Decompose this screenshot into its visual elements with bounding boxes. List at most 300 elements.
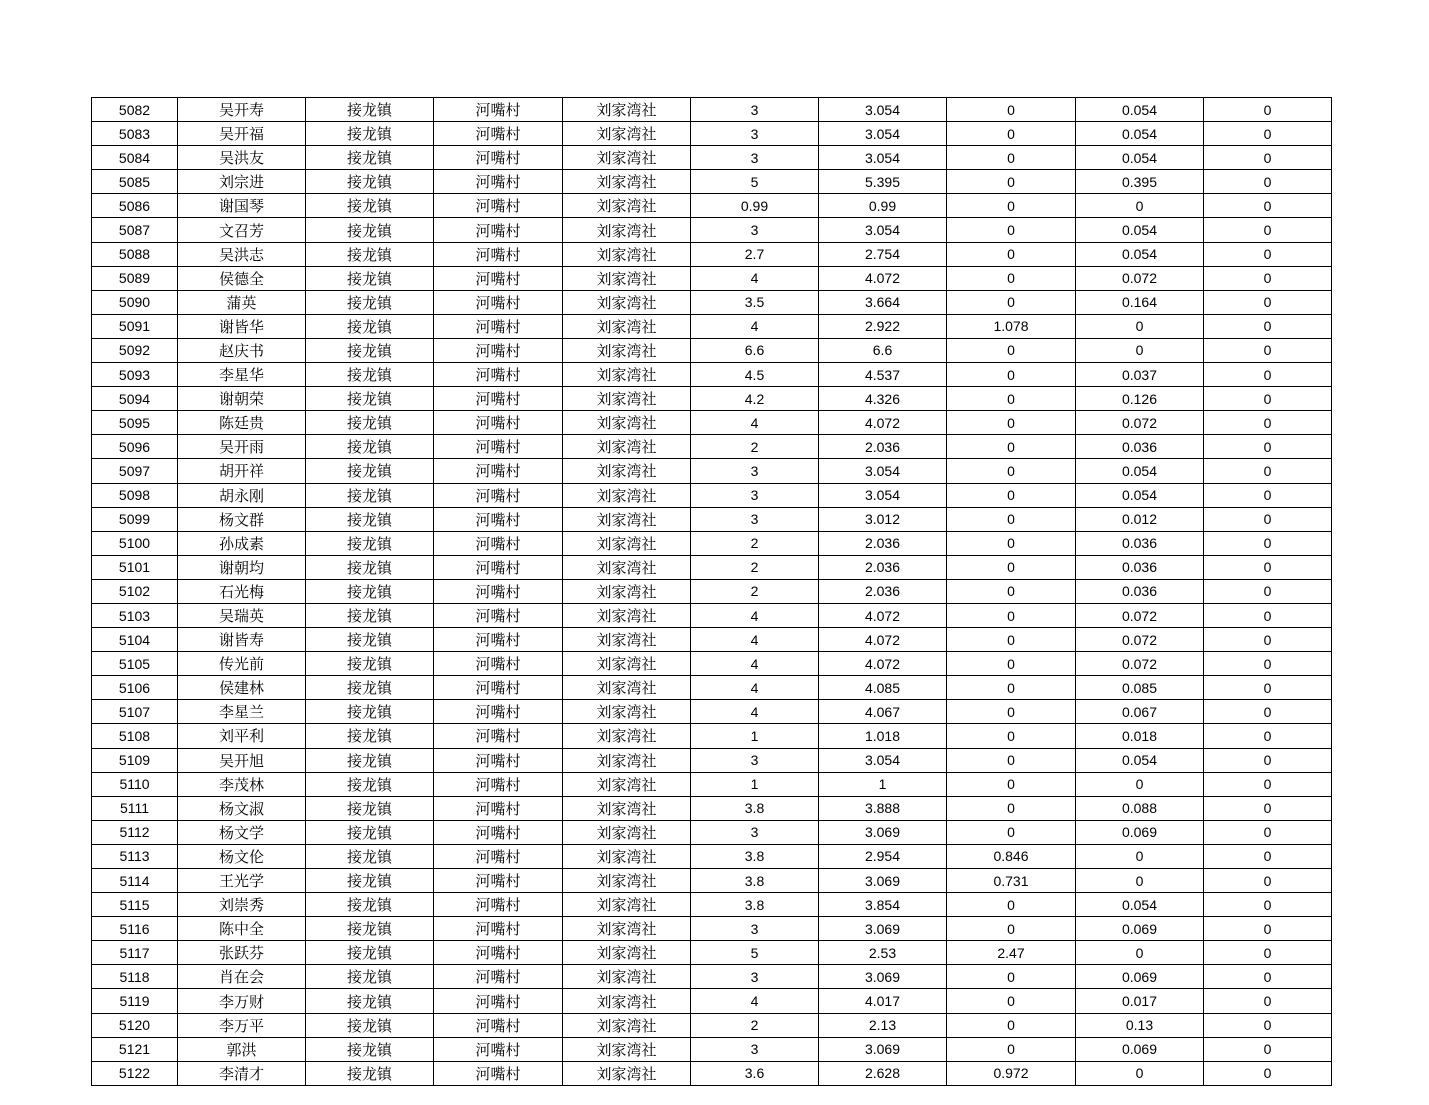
row-id-cell: 5120 <box>92 1013 178 1037</box>
value-c-cell: 0 <box>947 603 1076 627</box>
name-cell: 杨文伦 <box>178 844 306 868</box>
value-a-cell: 4 <box>691 411 819 435</box>
group-cell: 刘家湾社 <box>563 603 691 627</box>
town-cell: 接龙镇 <box>306 869 434 893</box>
table-row <box>92 724 1332 748</box>
village-cell: 河嘴村 <box>434 628 563 652</box>
town-cell: 接龙镇 <box>306 1013 434 1037</box>
value-a-cell: 3 <box>691 218 819 242</box>
value-e-cell: 0 <box>1204 363 1332 387</box>
value-d-cell: 0.069 <box>1076 917 1204 941</box>
group-cell: 刘家湾社 <box>563 796 691 820</box>
value-c-cell: 0 <box>947 772 1076 796</box>
value-b-cell: 5.395 <box>819 170 947 194</box>
value-e-cell: 0 <box>1204 652 1332 676</box>
value-d-cell: 0.072 <box>1076 603 1204 627</box>
value-d-cell: 0.054 <box>1076 483 1204 507</box>
village-cell: 河嘴村 <box>434 989 563 1013</box>
village-cell: 河嘴村 <box>434 555 563 579</box>
name-cell: 吴洪志 <box>178 242 306 266</box>
table-row <box>92 1061 1332 1085</box>
value-a-cell: 5 <box>691 941 819 965</box>
village-cell: 河嘴村 <box>434 146 563 170</box>
value-c-cell: 0.972 <box>947 1061 1076 1085</box>
table-row <box>92 965 1332 989</box>
row-id-cell: 5112 <box>92 820 178 844</box>
value-b-cell: 4.072 <box>819 652 947 676</box>
name-cell: 文召芳 <box>178 218 306 242</box>
group-cell: 刘家湾社 <box>563 242 691 266</box>
table-row <box>92 314 1332 338</box>
value-b-cell: 4.537 <box>819 363 947 387</box>
table-row <box>92 772 1332 796</box>
village-cell: 河嘴村 <box>434 796 563 820</box>
value-d-cell: 0.054 <box>1076 146 1204 170</box>
name-cell: 李万平 <box>178 1013 306 1037</box>
name-cell: 刘崇秀 <box>178 893 306 917</box>
value-a-cell: 3 <box>691 122 819 146</box>
table-row <box>92 218 1332 242</box>
value-a-cell: 1 <box>691 724 819 748</box>
value-a-cell: 3 <box>691 98 819 122</box>
group-cell: 刘家湾社 <box>563 146 691 170</box>
table-row <box>92 555 1332 579</box>
group-cell: 刘家湾社 <box>563 314 691 338</box>
value-e-cell: 0 <box>1204 531 1332 555</box>
village-cell: 河嘴村 <box>434 459 563 483</box>
village-cell: 河嘴村 <box>434 290 563 314</box>
village-cell: 河嘴村 <box>434 483 563 507</box>
table-row <box>92 170 1332 194</box>
table-row <box>92 628 1332 652</box>
value-a-cell: 3 <box>691 483 819 507</box>
name-cell: 侯德全 <box>178 266 306 290</box>
value-d-cell: 0 <box>1076 772 1204 796</box>
value-c-cell: 0 <box>947 724 1076 748</box>
row-id-cell: 5095 <box>92 411 178 435</box>
row-id-cell: 5119 <box>92 989 178 1013</box>
value-d-cell: 0.395 <box>1076 170 1204 194</box>
town-cell: 接龙镇 <box>306 965 434 989</box>
value-b-cell: 3.664 <box>819 290 947 314</box>
name-cell: 胡开祥 <box>178 459 306 483</box>
value-c-cell: 0 <box>947 917 1076 941</box>
value-b-cell: 2.036 <box>819 531 947 555</box>
value-a-cell: 4 <box>691 700 819 724</box>
value-d-cell: 0.072 <box>1076 411 1204 435</box>
town-cell: 接龙镇 <box>306 411 434 435</box>
value-b-cell: 4.017 <box>819 989 947 1013</box>
value-c-cell: 0.846 <box>947 844 1076 868</box>
value-a-cell: 3 <box>691 459 819 483</box>
group-cell: 刘家湾社 <box>563 676 691 700</box>
value-b-cell: 2.13 <box>819 1013 947 1037</box>
value-d-cell: 0 <box>1076 314 1204 338</box>
town-cell: 接龙镇 <box>306 603 434 627</box>
value-a-cell: 4 <box>691 989 819 1013</box>
value-b-cell: 4.326 <box>819 387 947 411</box>
value-d-cell: 0.054 <box>1076 748 1204 772</box>
town-cell: 接龙镇 <box>306 290 434 314</box>
table-row <box>92 652 1332 676</box>
town-cell: 接龙镇 <box>306 98 434 122</box>
table-row <box>92 411 1332 435</box>
table-row <box>92 98 1332 122</box>
value-a-cell: 4 <box>691 314 819 338</box>
village-cell: 河嘴村 <box>434 652 563 676</box>
town-cell: 接龙镇 <box>306 820 434 844</box>
value-a-cell: 3 <box>691 965 819 989</box>
town-cell: 接龙镇 <box>306 941 434 965</box>
table-row <box>92 242 1332 266</box>
group-cell: 刘家湾社 <box>563 363 691 387</box>
village-cell: 河嘴村 <box>434 965 563 989</box>
group-cell: 刘家湾社 <box>563 459 691 483</box>
town-cell: 接龙镇 <box>306 652 434 676</box>
name-cell: 吴开寿 <box>178 98 306 122</box>
table-row <box>92 146 1332 170</box>
value-e-cell: 0 <box>1204 194 1332 218</box>
value-d-cell: 0.054 <box>1076 98 1204 122</box>
village-cell: 河嘴村 <box>434 314 563 338</box>
town-cell: 接龙镇 <box>306 628 434 652</box>
group-cell: 刘家湾社 <box>563 338 691 362</box>
village-cell: 河嘴村 <box>434 435 563 459</box>
village-cell: 河嘴村 <box>434 218 563 242</box>
value-e-cell: 0 <box>1204 146 1332 170</box>
value-b-cell: 2.036 <box>819 555 947 579</box>
value-d-cell: 0.164 <box>1076 290 1204 314</box>
value-c-cell: 0 <box>947 194 1076 218</box>
value-a-cell: 3.5 <box>691 290 819 314</box>
value-a-cell: 2.7 <box>691 242 819 266</box>
row-id-cell: 5121 <box>92 1037 178 1061</box>
value-a-cell: 2 <box>691 579 819 603</box>
town-cell: 接龙镇 <box>306 893 434 917</box>
town-cell: 接龙镇 <box>306 194 434 218</box>
row-id-cell: 5102 <box>92 579 178 603</box>
value-d-cell: 0.054 <box>1076 893 1204 917</box>
value-b-cell: 4.085 <box>819 676 947 700</box>
group-cell: 刘家湾社 <box>563 820 691 844</box>
row-id-cell: 5116 <box>92 917 178 941</box>
name-cell: 侯建林 <box>178 676 306 700</box>
row-id-cell: 5082 <box>92 98 178 122</box>
value-b-cell: 3.069 <box>819 869 947 893</box>
value-d-cell: 0.037 <box>1076 363 1204 387</box>
value-e-cell: 0 <box>1204 483 1332 507</box>
table-row <box>92 893 1332 917</box>
row-id-cell: 5083 <box>92 122 178 146</box>
value-a-cell: 4.2 <box>691 387 819 411</box>
value-c-cell: 0 <box>947 965 1076 989</box>
value-b-cell: 2.754 <box>819 242 947 266</box>
group-cell: 刘家湾社 <box>563 387 691 411</box>
town-cell: 接龙镇 <box>306 338 434 362</box>
value-c-cell: 0 <box>947 483 1076 507</box>
table-row <box>92 290 1332 314</box>
table-row <box>92 531 1332 555</box>
row-id-cell: 5103 <box>92 603 178 627</box>
group-cell: 刘家湾社 <box>563 579 691 603</box>
value-b-cell: 3.054 <box>819 218 947 242</box>
group-cell: 刘家湾社 <box>563 290 691 314</box>
value-b-cell: 0.99 <box>819 194 947 218</box>
value-b-cell: 3.069 <box>819 820 947 844</box>
value-c-cell: 0 <box>947 628 1076 652</box>
value-e-cell: 0 <box>1204 290 1332 314</box>
group-cell: 刘家湾社 <box>563 628 691 652</box>
town-cell: 接龙镇 <box>306 507 434 531</box>
value-c-cell: 0 <box>947 579 1076 603</box>
value-e-cell: 0 <box>1204 748 1332 772</box>
town-cell: 接龙镇 <box>306 1061 434 1085</box>
value-d-cell: 0.054 <box>1076 459 1204 483</box>
name-cell: 胡永刚 <box>178 483 306 507</box>
value-c-cell: 0 <box>947 820 1076 844</box>
row-id-cell: 5094 <box>92 387 178 411</box>
name-cell: 石光梅 <box>178 579 306 603</box>
value-c-cell: 0 <box>947 98 1076 122</box>
value-d-cell: 0.036 <box>1076 555 1204 579</box>
row-id-cell: 5084 <box>92 146 178 170</box>
value-b-cell: 3.069 <box>819 1037 947 1061</box>
value-c-cell: 0 <box>947 411 1076 435</box>
town-cell: 接龙镇 <box>306 122 434 146</box>
group-cell: 刘家湾社 <box>563 435 691 459</box>
value-e-cell: 0 <box>1204 700 1332 724</box>
value-d-cell: 0.069 <box>1076 965 1204 989</box>
row-id-cell: 5106 <box>92 676 178 700</box>
town-cell: 接龙镇 <box>306 218 434 242</box>
value-d-cell: 0.126 <box>1076 387 1204 411</box>
village-cell: 河嘴村 <box>434 772 563 796</box>
value-a-cell: 3.8 <box>691 869 819 893</box>
table-row <box>92 844 1332 868</box>
table-row <box>92 387 1332 411</box>
group-cell: 刘家湾社 <box>563 483 691 507</box>
value-e-cell: 0 <box>1204 989 1332 1013</box>
group-cell: 刘家湾社 <box>563 507 691 531</box>
value-c-cell: 0 <box>947 989 1076 1013</box>
group-cell: 刘家湾社 <box>563 965 691 989</box>
value-b-cell: 6.6 <box>819 338 947 362</box>
value-d-cell: 0.072 <box>1076 652 1204 676</box>
table-row <box>92 507 1332 531</box>
table-row <box>92 1037 1332 1061</box>
value-c-cell: 0 <box>947 170 1076 194</box>
table-row <box>92 820 1332 844</box>
village-cell: 河嘴村 <box>434 700 563 724</box>
name-cell: 陈廷贵 <box>178 411 306 435</box>
value-c-cell: 0 <box>947 218 1076 242</box>
row-id-cell: 5086 <box>92 194 178 218</box>
value-b-cell: 3.054 <box>819 98 947 122</box>
value-e-cell: 0 <box>1204 917 1332 941</box>
value-d-cell: 0 <box>1076 338 1204 362</box>
value-d-cell: 0 <box>1076 869 1204 893</box>
row-id-cell: 5085 <box>92 170 178 194</box>
table-row <box>92 989 1332 1013</box>
value-e-cell: 0 <box>1204 435 1332 459</box>
name-cell: 王光学 <box>178 869 306 893</box>
value-a-cell: 2 <box>691 555 819 579</box>
town-cell: 接龙镇 <box>306 579 434 603</box>
name-cell: 孙成素 <box>178 531 306 555</box>
value-a-cell: 3 <box>691 507 819 531</box>
name-cell: 谢皆华 <box>178 314 306 338</box>
value-c-cell: 0 <box>947 893 1076 917</box>
value-a-cell: 3 <box>691 917 819 941</box>
name-cell: 谢朝荣 <box>178 387 306 411</box>
group-cell: 刘家湾社 <box>563 194 691 218</box>
group-cell: 刘家湾社 <box>563 531 691 555</box>
town-cell: 接龙镇 <box>306 748 434 772</box>
value-c-cell: 0 <box>947 700 1076 724</box>
name-cell: 吴开雨 <box>178 435 306 459</box>
value-d-cell: 0.069 <box>1076 820 1204 844</box>
town-cell: 接龙镇 <box>306 917 434 941</box>
value-a-cell: 4 <box>691 652 819 676</box>
value-e-cell: 0 <box>1204 555 1332 579</box>
value-d-cell: 0.067 <box>1076 700 1204 724</box>
value-e-cell: 0 <box>1204 941 1332 965</box>
table-row <box>92 338 1332 362</box>
row-id-cell: 5088 <box>92 242 178 266</box>
value-a-cell: 5 <box>691 170 819 194</box>
value-a-cell: 6.6 <box>691 338 819 362</box>
village-cell: 河嘴村 <box>434 98 563 122</box>
value-e-cell: 0 <box>1204 98 1332 122</box>
value-e-cell: 0 <box>1204 338 1332 362</box>
data-table <box>91 97 1332 1086</box>
value-c-cell: 0.731 <box>947 869 1076 893</box>
name-cell: 蒲英 <box>178 290 306 314</box>
value-b-cell: 2.036 <box>819 579 947 603</box>
value-e-cell: 0 <box>1204 1013 1332 1037</box>
value-b-cell: 3.069 <box>819 917 947 941</box>
value-e-cell: 0 <box>1204 603 1332 627</box>
table-row <box>92 483 1332 507</box>
town-cell: 接龙镇 <box>306 459 434 483</box>
value-d-cell: 0.069 <box>1076 1037 1204 1061</box>
row-id-cell: 5101 <box>92 555 178 579</box>
value-d-cell: 0.036 <box>1076 531 1204 555</box>
value-e-cell: 0 <box>1204 1037 1332 1061</box>
row-id-cell: 5093 <box>92 363 178 387</box>
village-cell: 河嘴村 <box>434 411 563 435</box>
village-cell: 河嘴村 <box>434 579 563 603</box>
table-row <box>92 941 1332 965</box>
group-cell: 刘家湾社 <box>563 1013 691 1037</box>
value-b-cell: 1 <box>819 772 947 796</box>
row-id-cell: 5104 <box>92 628 178 652</box>
table-row <box>92 435 1332 459</box>
village-cell: 河嘴村 <box>434 820 563 844</box>
group-cell: 刘家湾社 <box>563 1061 691 1085</box>
value-e-cell: 0 <box>1204 411 1332 435</box>
row-id-cell: 5098 <box>92 483 178 507</box>
group-cell: 刘家湾社 <box>563 941 691 965</box>
name-cell: 陈中全 <box>178 917 306 941</box>
town-cell: 接龙镇 <box>306 170 434 194</box>
village-cell: 河嘴村 <box>434 122 563 146</box>
value-b-cell: 3.069 <box>819 965 947 989</box>
value-b-cell: 2.954 <box>819 844 947 868</box>
town-cell: 接龙镇 <box>306 989 434 1013</box>
group-cell: 刘家湾社 <box>563 218 691 242</box>
value-d-cell: 0 <box>1076 941 1204 965</box>
table-row <box>92 266 1332 290</box>
value-d-cell: 0.085 <box>1076 676 1204 700</box>
value-e-cell: 0 <box>1204 218 1332 242</box>
name-cell: 张跃芬 <box>178 941 306 965</box>
value-d-cell: 0.054 <box>1076 122 1204 146</box>
value-e-cell: 0 <box>1204 242 1332 266</box>
value-c-cell: 0 <box>947 387 1076 411</box>
value-e-cell: 0 <box>1204 507 1332 531</box>
value-c-cell: 0 <box>947 652 1076 676</box>
town-cell: 接龙镇 <box>306 531 434 555</box>
row-id-cell: 5117 <box>92 941 178 965</box>
village-cell: 河嘴村 <box>434 266 563 290</box>
value-b-cell: 4.072 <box>819 266 947 290</box>
row-id-cell: 5099 <box>92 507 178 531</box>
value-e-cell: 0 <box>1204 387 1332 411</box>
name-cell: 谢国琴 <box>178 194 306 218</box>
town-cell: 接龙镇 <box>306 266 434 290</box>
name-cell: 李星兰 <box>178 700 306 724</box>
row-id-cell: 5096 <box>92 435 178 459</box>
town-cell: 接龙镇 <box>306 796 434 820</box>
row-id-cell: 5108 <box>92 724 178 748</box>
town-cell: 接龙镇 <box>306 242 434 266</box>
group-cell: 刘家湾社 <box>563 411 691 435</box>
value-e-cell: 0 <box>1204 122 1332 146</box>
value-b-cell: 3.888 <box>819 796 947 820</box>
value-d-cell: 0.018 <box>1076 724 1204 748</box>
value-b-cell: 4.072 <box>819 603 947 627</box>
value-d-cell: 0.054 <box>1076 218 1204 242</box>
group-cell: 刘家湾社 <box>563 724 691 748</box>
group-cell: 刘家湾社 <box>563 555 691 579</box>
value-b-cell: 3.012 <box>819 507 947 531</box>
group-cell: 刘家湾社 <box>563 748 691 772</box>
value-a-cell: 2 <box>691 1013 819 1037</box>
group-cell: 刘家湾社 <box>563 700 691 724</box>
town-cell: 接龙镇 <box>306 555 434 579</box>
value-b-cell: 4.072 <box>819 628 947 652</box>
value-c-cell: 1.078 <box>947 314 1076 338</box>
value-c-cell: 0 <box>947 531 1076 555</box>
group-cell: 刘家湾社 <box>563 844 691 868</box>
value-d-cell: 0.13 <box>1076 1013 1204 1037</box>
value-c-cell: 0 <box>947 459 1076 483</box>
village-cell: 河嘴村 <box>434 748 563 772</box>
value-e-cell: 0 <box>1204 893 1332 917</box>
village-cell: 河嘴村 <box>434 242 563 266</box>
name-cell: 吴开福 <box>178 122 306 146</box>
value-c-cell: 0 <box>947 1013 1076 1037</box>
value-d-cell: 0.072 <box>1076 628 1204 652</box>
row-id-cell: 5090 <box>92 290 178 314</box>
group-cell: 刘家湾社 <box>563 1037 691 1061</box>
value-e-cell: 0 <box>1204 844 1332 868</box>
table-row <box>92 603 1332 627</box>
value-a-cell: 3 <box>691 146 819 170</box>
value-d-cell: 0.036 <box>1076 579 1204 603</box>
town-cell: 接龙镇 <box>306 676 434 700</box>
